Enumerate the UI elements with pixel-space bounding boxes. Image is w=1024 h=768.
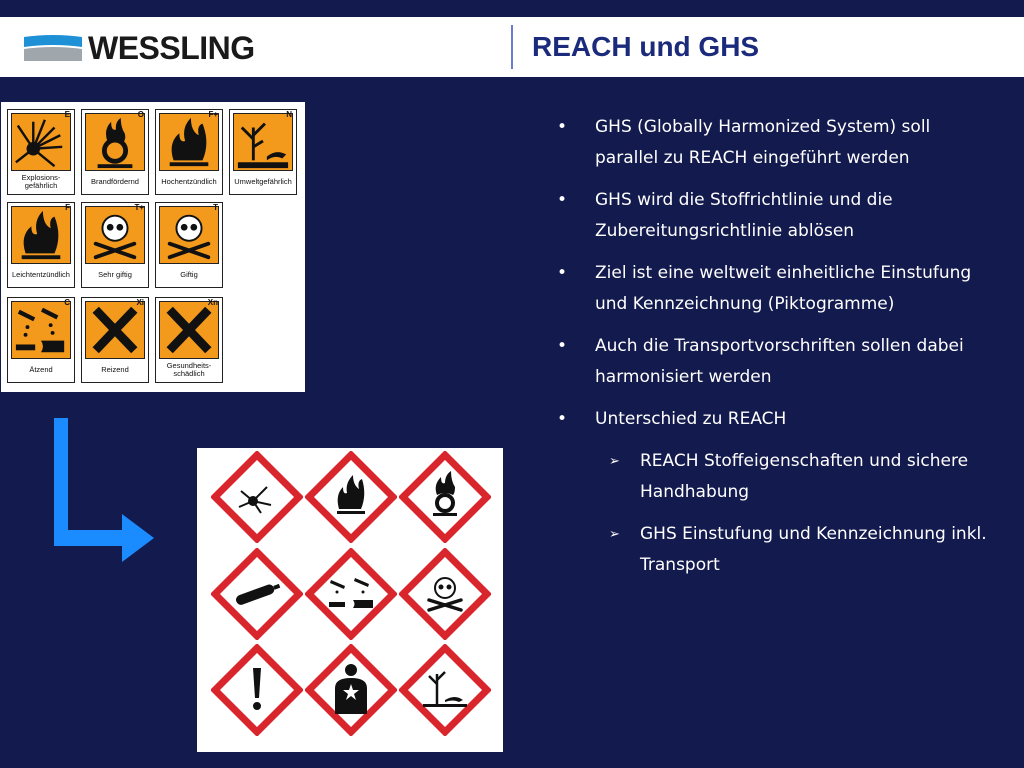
symbol-letter: T <box>213 203 218 212</box>
symbol-caption: Umweltgefährlich <box>234 177 292 186</box>
page-title: REACH und GHS <box>532 31 760 62</box>
old-symbol-corrosive <box>7 297 75 383</box>
gas-cylinder-icon <box>211 548 303 640</box>
old-symbol-explosive <box>7 109 75 195</box>
symbol-caption: Explosions- gefährlich <box>21 173 61 190</box>
old-symbol-environment <box>229 109 297 195</box>
symbol-caption: Hochentzündlich <box>161 177 217 186</box>
bullet-marker: • <box>557 190 568 210</box>
old-hazard-symbols-panel <box>1 102 305 392</box>
ghs-acute-toxicity <box>399 548 491 640</box>
old-symbol-highly-flammable <box>7 202 75 288</box>
skull-crossbones-icon <box>399 548 491 640</box>
sub-bullet-text: GHS Einstufung und Kennzeichnung inkl. Transport <box>640 524 987 575</box>
explosive-bomb-icon <box>211 451 303 543</box>
environment-icon <box>399 644 491 736</box>
bullet-item <box>555 404 995 435</box>
flame-over-circle-icon <box>399 451 491 543</box>
symbol-letter: T+ <box>134 203 144 212</box>
logo-wave-icon <box>24 35 82 61</box>
bullet-item <box>555 185 995 247</box>
sub-bullet-item <box>555 519 995 581</box>
symbol-letter: Xi <box>136 298 144 307</box>
exclamation-mark-icon <box>211 644 303 736</box>
bullet-text: GHS wird die Stoffrichtlinie und die Zubereitungsrichtlinie ablösen <box>595 190 893 241</box>
bullet-text: Ziel ist eine weltweit einheitliche Einstufung und Kennzeichnung (Piktogramme) <box>595 263 972 314</box>
cross-icon <box>86 302 144 358</box>
bullet-text: Auch die Transportvorschriften sollen dabei harmonisiert werden <box>595 336 964 387</box>
bullet-text: GHS (Globally Harmonized System) soll parallel zu REACH eingeführt werden <box>595 117 931 168</box>
symbol-caption: Giftig <box>180 270 198 279</box>
symbol-caption: Brandfördernd <box>91 177 139 186</box>
symbol-caption: Reizend <box>101 365 129 374</box>
arrow-bullet-icon: ➢ <box>609 527 620 542</box>
flame-icon <box>12 207 70 263</box>
transition-arrow-icon <box>52 418 156 566</box>
sub-bullet-text: REACH Stoffeigenschaften und sichere Handhabung <box>640 451 969 502</box>
old-symbol-very-toxic <box>81 202 149 288</box>
flame-over-circle-icon <box>86 114 144 170</box>
bullet-marker: • <box>557 336 568 356</box>
explosion-icon <box>12 114 70 170</box>
flame-icon <box>160 114 218 170</box>
corrosion-icon <box>305 548 397 640</box>
ghs-explosive <box>211 451 303 543</box>
cross-icon <box>160 302 218 358</box>
symbol-caption: Sehr giftig <box>98 270 132 279</box>
ghs-environment <box>399 644 491 736</box>
ghs-pictograms-panel <box>197 448 503 752</box>
ghs-gas-under-pressure <box>211 548 303 640</box>
health-hazard-icon <box>305 644 397 736</box>
old-symbol-toxic <box>155 202 223 288</box>
header-bar <box>0 17 1024 77</box>
ghs-oxidizing <box>399 451 491 543</box>
symbol-letter: F+ <box>208 110 218 119</box>
skull-crossbones-icon <box>86 207 144 263</box>
old-symbol-irritant <box>81 297 149 383</box>
bullet-item <box>555 112 995 174</box>
bullet-marker: • <box>557 117 568 137</box>
ghs-health-hazard <box>305 644 397 736</box>
corrosion-icon <box>12 302 70 358</box>
bullet-item <box>555 331 995 393</box>
wessling-logo <box>24 30 294 66</box>
sub-bullet-item <box>555 446 995 508</box>
bullet-text: Unterschied zu REACH <box>595 409 787 429</box>
bullet-item <box>555 258 995 320</box>
symbol-letter: Xn <box>207 298 218 307</box>
ghs-flammable <box>305 451 397 543</box>
skull-crossbones-icon <box>160 207 218 263</box>
ghs-irritant <box>211 644 303 736</box>
bullet-marker: • <box>557 409 568 429</box>
symbol-caption: Ätzend <box>29 365 53 374</box>
symbol-letter: O <box>137 110 144 119</box>
symbol-letter: E <box>64 110 70 119</box>
bullet-list <box>555 112 995 592</box>
dead-tree-icon <box>234 114 292 170</box>
arrow-bullet-icon: ➢ <box>609 454 620 469</box>
old-symbol-harmful <box>155 297 223 383</box>
symbol-letter: N <box>286 110 292 119</box>
symbol-letter: C <box>64 298 70 307</box>
logo-text: WESSLING <box>88 30 255 66</box>
flame-icon <box>305 451 397 543</box>
symbol-letter: F <box>65 203 70 212</box>
symbol-caption: Leichtentzündlich <box>12 270 70 279</box>
bullet-marker: • <box>557 263 568 283</box>
old-symbol-oxidizing <box>81 109 149 195</box>
ghs-corrosive <box>305 548 397 640</box>
old-symbol-extremely-flammable <box>155 109 223 195</box>
header-divider <box>511 25 513 69</box>
symbol-caption: Gesundheits- schädlich <box>166 361 212 378</box>
